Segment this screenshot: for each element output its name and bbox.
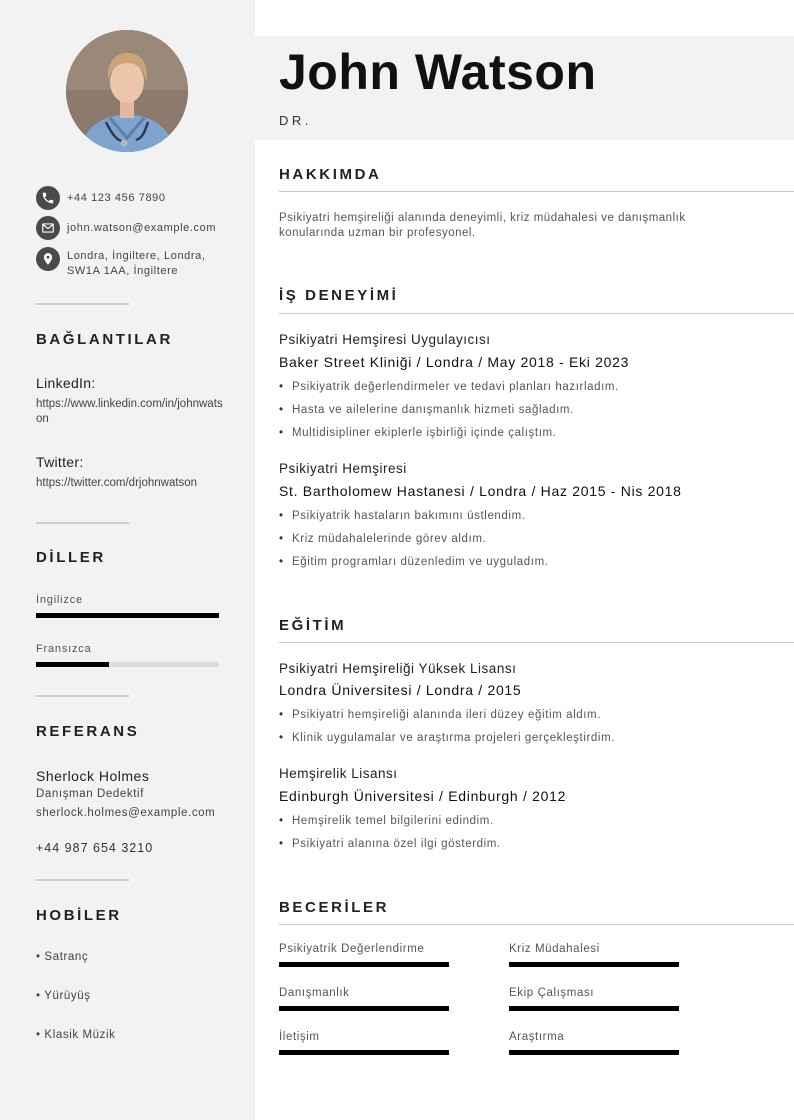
linkedin-label: LinkedIn: [36, 375, 96, 391]
job-details: St. Bartholomew Hastanesi / Londra / Haz 2015 - Nis 2018 [279, 483, 682, 499]
divider [36, 879, 129, 881]
hobby-item: • Yürüyüş [36, 990, 91, 1002]
skill-level-fill [279, 962, 449, 967]
main-content [255, 0, 794, 1120]
section-rule [279, 313, 794, 314]
language-level-bar [36, 613, 219, 618]
list-item: • Multidisipliner ekiplerle işbirliği içinde çalıştım. [279, 426, 779, 449]
language-level-fill [36, 662, 109, 667]
degree-title: Hemşirelik Lisansı [279, 766, 398, 781]
skill-level-bar [279, 1050, 449, 1055]
language-name: İngilizce [36, 594, 83, 606]
degree-details: Edinburgh Üniversitesi / Edinburgh / 2012 [279, 788, 567, 804]
phone-icon [36, 186, 60, 210]
skills-heading: BECERİLER [279, 899, 390, 916]
links-heading: BAĞLANTILAR [36, 331, 173, 348]
list-item: • Klinik uygulamalar ve araştırma projeleri gerçekleştirdim. [279, 731, 779, 754]
job-title: Psikiyatri Hemşiresi Uygulayıcısı [279, 332, 491, 347]
skill-name: Danışmanlık [279, 987, 350, 999]
degree-details: Londra Üniversitesi / Londra / 2015 [279, 682, 522, 698]
skill-name: Kriz Müdahalesi [509, 943, 600, 955]
skill-level-bar [509, 962, 679, 967]
skill-name: Psikiyatrik Değerlendirme [279, 943, 425, 955]
contact-phone [36, 186, 217, 210]
language-name: Fransızca [36, 643, 92, 655]
skill-name: Araştırma [509, 1031, 565, 1043]
skill-level-fill [509, 1050, 679, 1055]
languages-heading: DİLLER [36, 549, 106, 566]
hobby-item: • Klasik Müzik [36, 1029, 116, 1041]
list-item: • Hemşirelik temel bilgilerini edindim. [279, 814, 779, 837]
hobby-item: • Satranç [36, 951, 89, 963]
twitter-link[interactable]: https://twitter.com/drjohnwatson [36, 477, 198, 489]
education-heading: EĞİTİM [279, 617, 347, 634]
hobby-label: Satranç [44, 951, 89, 963]
skill-name: İletişim [279, 1031, 320, 1043]
skill-level-bar [509, 1050, 679, 1055]
location-icon [36, 247, 60, 271]
phone-text: +44 123 456 7890 [67, 192, 166, 204]
list-item: • Psikiyatrik hastaların bakımını üstlendim. [279, 509, 779, 532]
list-item: • Eğitim programları düzenledim ve uyguladım. [279, 555, 779, 578]
job-title: Psikiyatri Hemşiresi [279, 461, 407, 476]
section-rule [279, 642, 794, 643]
email-text: john.watson@example.com [67, 222, 217, 234]
skill-level-bar [279, 962, 449, 967]
sidebar [0, 0, 255, 1120]
mail-icon [36, 216, 60, 240]
language-level-fill [36, 613, 219, 618]
divider [36, 522, 129, 524]
reference-email[interactable]: sherlock.holmes@example.com [36, 807, 216, 819]
skill-name: Ekip Çalışması [509, 987, 595, 999]
skill-level-fill [279, 1050, 449, 1055]
job-bullets [279, 509, 779, 578]
reference-phone: +44 987 654 3210 [36, 841, 154, 855]
about-heading: HAKKIMDA [279, 166, 382, 183]
divider [36, 695, 129, 697]
contact-address [36, 247, 217, 279]
about-text: Psikiyatri hemşireliği alanında deneyimli, kriz müdahalesi ve danışmanlık konularında uzman bir profesyonel. [279, 212, 686, 239]
reference-role: Danışman Dedektif [36, 788, 144, 800]
address-text: Londra, İngiltere, Londra, SW1A 1AA, İngiltere [67, 250, 206, 277]
linkedin-link[interactable]: https://www.linkedin.com/in/johnwatson [36, 398, 223, 425]
skill-level-fill [509, 962, 679, 967]
job-details: Baker Street Kliniği / Londra / May 2018 - Eki 2023 [279, 354, 630, 370]
skill-level-bar [509, 1006, 679, 1011]
profile-photo [66, 30, 188, 152]
divider [36, 303, 129, 305]
list-item: • Psikiyatri hemşireliği alanında ileri düzey eğitim aldım. [279, 708, 779, 731]
degree-bullets [279, 708, 779, 754]
full-name: John Watson [279, 44, 597, 100]
skill-level-fill [509, 1006, 679, 1011]
degree-title: Psikiyatri Hemşireliği Yüksek Lisansı [279, 661, 517, 676]
twitter-label: Twitter: [36, 454, 84, 470]
list-item: • Psikiyatri alanına özel ilgi gösterdim. [279, 837, 779, 860]
list-item: • Psikiyatrik değerlendirmeler ve tedavi planları hazırladım. [279, 380, 779, 403]
reference-name: Sherlock Holmes [36, 768, 150, 784]
reference-heading: REFERANS [36, 723, 140, 740]
section-rule [279, 191, 794, 192]
degree-bullets [279, 814, 779, 860]
section-rule [279, 924, 794, 925]
professional-title: DR. [279, 113, 312, 128]
language-level-bar [36, 662, 219, 667]
avatar [66, 30, 188, 152]
experience-heading: İŞ DENEYİMİ [279, 287, 399, 304]
contact-email [36, 216, 217, 240]
skill-level-fill [279, 1006, 449, 1011]
skill-level-bar [279, 1006, 449, 1011]
list-item: • Hasta ve ailelerine danışmanlık hizmeti sağladım. [279, 403, 779, 426]
hobbies-heading: HOBİLER [36, 907, 122, 924]
list-item: • Kriz müdahalelerinde görev aldım. [279, 532, 779, 555]
hobby-label: Yürüyüş [44, 990, 91, 1002]
job-bullets [279, 380, 779, 449]
hobby-label: Klasik Müzik [44, 1029, 116, 1041]
